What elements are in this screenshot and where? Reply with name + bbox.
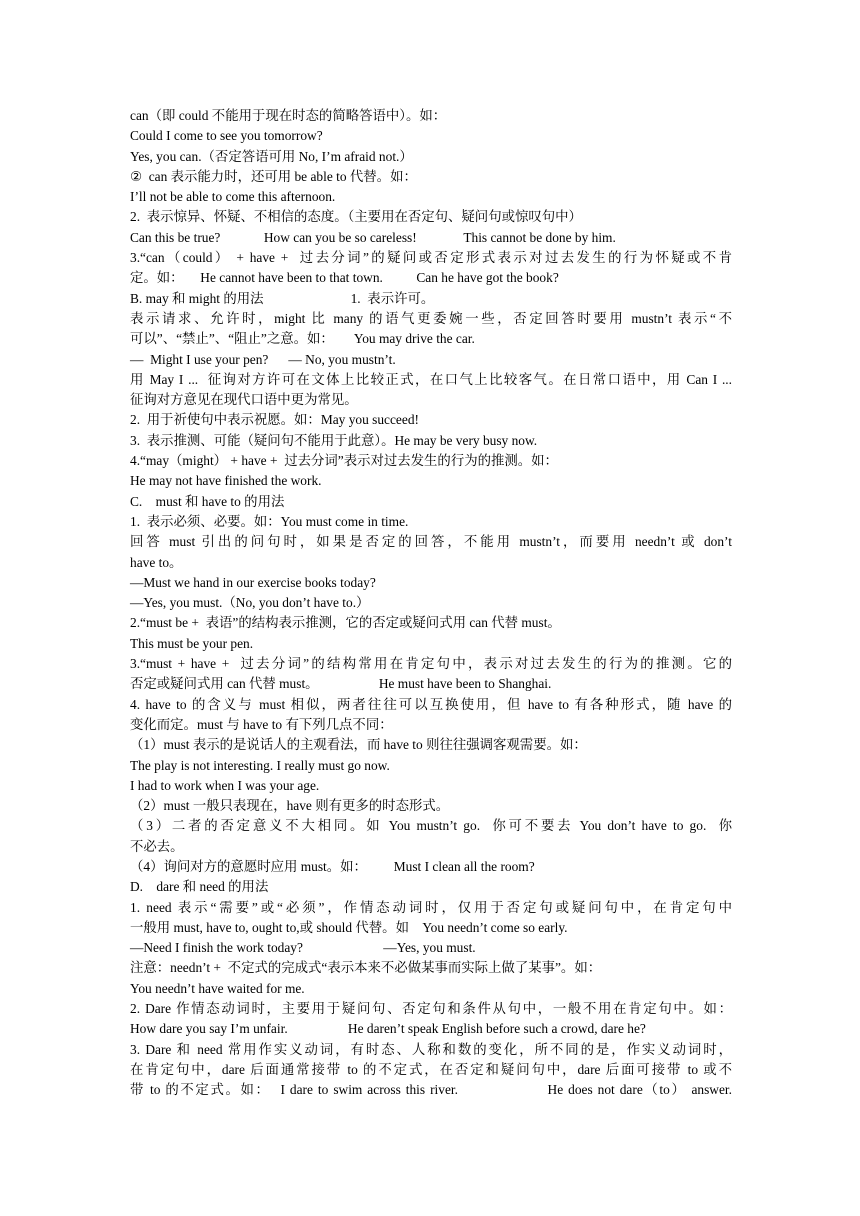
- text-line: How dare you say I’m unfair. He daren’t speak English before such a crowd, dare he?: [130, 1021, 646, 1037]
- text-line: D. dare 和 need 的用法: [130, 879, 269, 895]
- text-line: 3.“can（could） + have + 过去分词”的疑问或否定形式表示对过去发生的行为怀疑或不肯: [130, 250, 732, 266]
- text-line: ② can 表示能力时，还可用 be able to 代替。如：: [130, 168, 417, 184]
- text-line: 变化而定。must 与 have to 有下列几点不同：: [130, 716, 393, 732]
- text-line: 4.“may（might） + have + 过去分词”表示对过去发生的行为的推测。如：: [130, 453, 558, 469]
- text-line: 否定或疑问式用 can 代替 must。 He must have been to Shanghai.: [130, 676, 552, 692]
- text-line: 1. 表示必须、必要。如：You must come in time.: [130, 513, 409, 529]
- text-line: 2. 用于祈使句中表示祝愿。如：May you succeed!: [130, 412, 419, 428]
- text-line: 3.“must + have + 过去分词”的结构常用在肯定句中，表示对过去发生的行为的推测。它的: [130, 656, 732, 672]
- text-line: 不必去。: [130, 838, 184, 854]
- text-line: 征询对方意见在现代口语中更为常见。: [130, 392, 358, 408]
- text-line: — Might I use your pen? — No, you mustn’t.: [130, 351, 396, 367]
- text-line: 在肯定句中，dare 后面通常接带 to 的不定式，在否定和疑问句中，dare 后面可接带 to 或不: [130, 1061, 732, 1077]
- text-line: 3. Dare 和 need 常用作实义动词，有时态、人称和数的变化，所不同的是，作实义动词时，: [130, 1041, 732, 1057]
- text-line: —Must we hand in our exercise books today?: [130, 574, 376, 590]
- document-body: [130, 106, 732, 1101]
- text-line: （2）must 一般只表现在，have 则有更多的时态形式。: [130, 798, 450, 814]
- text-line: can（即 could 不能用于现在时态的简略答语中）。如：: [130, 108, 447, 123]
- text-line: —Need I finish the work today? —Yes, you must.: [130, 940, 476, 956]
- text-line: 2. 表示惊异、怀疑、不相信的态度。（主要用在否定句、疑问句或惊叹句中）: [130, 209, 582, 225]
- text-line: （3）二者的否定意义不大相同。如 You mustn’t go. 你可不要去 You don’t have to go. 你: [130, 818, 732, 834]
- text-line: C. must 和 have to 的用法: [130, 493, 285, 509]
- text-line: You needn’t have waited for me.: [130, 980, 305, 996]
- text-line: 4. have to 的含义与 must 相似，两者往往可以互换使用，但 have to 有各种形式，随 have 的: [130, 696, 732, 712]
- text-line: He may not have finished the work.: [130, 473, 322, 489]
- text-line: 用 May I ... 征询对方许可在文体上比较正式，在口气上比较客气。在日常口语中，用 Can I ...: [130, 371, 732, 387]
- text-line: （1）must 表示的是说话人的主观看法，而 have to 则往往强调客观需要。如：: [130, 737, 587, 753]
- text-line: The play is not interesting. I really must go now.: [130, 757, 390, 773]
- text-line: 2.“must be + 表语”的结构表示推测，它的否定或疑问式用 can 代替 must。: [130, 615, 561, 631]
- text-line: 定。如： He cannot have been to that town. Can he have got the book?: [130, 270, 559, 286]
- text-line: 注意：needn’t + 不定式的完成式“表示本来不必做某事而实际上做了某事”。如：: [130, 960, 602, 976]
- text-line: 可以”、“禁止”、“阻止”之意。如： You may drive the car.: [130, 331, 475, 347]
- text-line: 带 to 的不定式。如： I dare to swim across this river. He does not dare（to） answer.: [130, 1082, 732, 1098]
- text-line: Can this be true? How can you be so careless! This cannot be done by him.: [130, 229, 616, 245]
- text-line: —Yes, you must.（No, you don’t have to.）: [130, 595, 370, 611]
- text-line: （4）询问对方的意愿时应用 must。如： Must I clean all the room?: [130, 858, 535, 874]
- text-line: have to。: [130, 554, 183, 570]
- text-line: I had to work when I was your age.: [130, 777, 320, 793]
- text-line: Yes, you can.（否定答语可用 No, I’m afraid not.）: [130, 148, 413, 164]
- text-line: 一般用 must, have to, ought to,或 should 代替。如 You needn’t come so early.: [130, 919, 568, 935]
- text-line: 1. need 表示“需要”或“必须”，作情态动词时，仅用于否定句或疑问句中，在肯定句中: [130, 899, 732, 915]
- text-line: 3. 表示推测、可能（疑问句不能用于此意）。He may be very busy now.: [130, 432, 538, 448]
- text-line: This must be your pen.: [130, 635, 254, 651]
- text-line: 2. Dare 作情态动词时，主要用于疑问句、否定句和条件从句中，一般不用在肯定句中。如：: [130, 1001, 732, 1017]
- text-line: B. may 和 might 的用法 1. 表示许可。: [130, 290, 435, 306]
- text-line: 回答 must 引出的问句时，如果是否定的回答，不能用 mustn’t，而要用 needn’t 或 don’t: [130, 534, 732, 550]
- text-line: Could I come to see you tomorrow?: [130, 128, 323, 144]
- text-line: I’ll not be able to come this afternoon.: [130, 189, 336, 205]
- text-line: 表示请求、允许时，might 比 many 的语气更委婉一些，否定回答时要用 mustn’t 表示“不: [130, 310, 732, 326]
